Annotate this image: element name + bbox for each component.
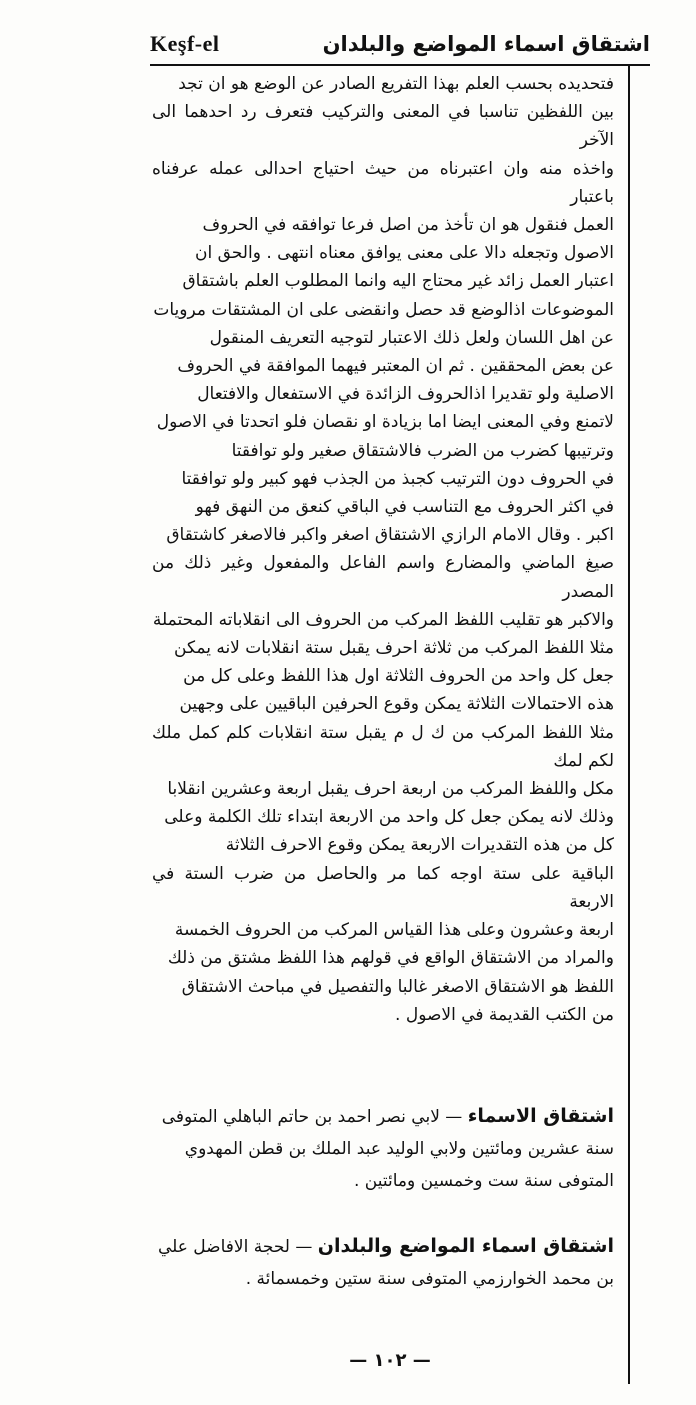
body-line: والمراد من الاشتقاق الواقع في قولهم هذا اللفظ مشتق من ذلك: [167, 948, 614, 969]
entry-text: — لابي نصر احمد بن حاتم الباهلي المتوفى سنة عشرين ومائتين ولابي الوليد عبد الملك بن قطن المهدوي المتوفى سنة ست وخمسين ومائتين .: [161, 1107, 614, 1191]
header-arabic-title: اشتقاق اسماء المواضع والبلدان: [322, 32, 650, 56]
header-rule: [150, 64, 650, 66]
body-line: الموضوعات اذالوضع قد حصل وانقضى على ان المشتقات مرويات: [153, 299, 614, 320]
body-line: العمل فنقول هو ان تأخذ من اصل فرعا توافقه في الحروف: [202, 215, 614, 236]
body-line: الاصول وتجعله دالا على معنى يوافق معناه انتهى . والحق ان: [195, 243, 614, 264]
body-line: عن بعض المحققين . ثم ان المعتبر فيهما الموافقة في الحروف: [177, 356, 614, 377]
body-line: من الكتب القديمة في الاصول .: [395, 1004, 614, 1025]
body-line: وذلك لانه يمكن جعل كل واحد من الاربعة ابتداء تلك الكلمة وعلى: [164, 807, 614, 828]
body-line: مثلا اللفظ المركب من ثلاثة احرف يقبل ستة انقلابات لانه يمكن: [174, 638, 614, 659]
entry-title: اشتقاق اسماء المواضع والبلدان: [317, 1235, 614, 1257]
body-line: الباقية على ستة اوجه كما مر والحاصل من ضرب الستة في الاربعة: [152, 863, 614, 912]
main-paragraph: [152, 70, 614, 1029]
body-line: جعل كل واحد من الحروف الثلاثة اول هذا اللفظ وعلى كل من: [183, 666, 614, 687]
body-line: وترتيبها كضرب من الضرب فالاشتقاق صغير ولو توافقتا: [231, 440, 614, 461]
body-line: بين اللفظين تناسبا في المعنى والتركيب فتعرف رد احدهما الى الآخر: [152, 102, 614, 151]
body-line: اكبر . وقال الامام الرازي الاشتقاق اصغر واكبر فالاصغر كاشتقاق: [166, 525, 614, 546]
body-line: اربعة وعشرون وعلى هذا القياس المركب من الحروف الخمسة: [174, 920, 614, 941]
body-line: لاتمنع وفي المعنى ايضا اما بزيادة او نقصان فلو اتحدتا في الاصول: [156, 412, 614, 433]
body-line: عن اهل اللسان ولعل ذلك الاعتبار لتوجيه التعريف المنقول: [209, 327, 614, 348]
entry-ishtiqaq-asma-al-mawadi: [152, 1230, 614, 1295]
body-line: والاكبر هو تقليب اللفظ المركب من الحروف الى انقلاباته المحتملة: [152, 609, 614, 630]
page-number: — ١٠٢ —: [349, 1350, 431, 1371]
body-line: هذه الاحتمالات الثلاثة يمكن وقوع الحرفين الباقيين على وجهين: [179, 694, 614, 715]
body-line: مثلا اللفظ المركب من ك ل م يقبل ستة انقلابات كلم كمل ملك لكم لمك: [152, 722, 614, 771]
header-latin-title: Keşf-el: [150, 31, 220, 56]
body-line: اعتبار العمل زائد غير محتاج اليه وانما المطلوب العلم باشتقاق: [182, 271, 614, 292]
running-header: [150, 26, 650, 62]
entry-title: اشتقاق الاسماء: [467, 1105, 614, 1127]
body-line: الاصلية ولو تقديرا اذالحروف الزائدة في الاستفعال والافتعال: [197, 384, 614, 405]
body-line: مكل واللفظ المركب من اربعة احرف يقبل اربعة وعشرين انقلابا: [167, 779, 614, 800]
body-line: في اكثر الحروف مع التناسب في الباقي كنعق من النهق فهو: [195, 497, 614, 518]
column-rule: [628, 64, 630, 1384]
body-line: اللفظ هو الاشتقاق الاصغر غالبا والتفصيل في مباحث الاشتقاق: [181, 976, 614, 997]
body-line: في الحروف دون الترتيب كجبذ من الجذب فهو كبير ولو توافقتا: [181, 468, 614, 489]
body-line: كل من هذه التقديرات الاربعة يمكن وقوع الاحرف الثلاثة: [225, 835, 614, 856]
body-line: فتحديده بحسب العلم بهذا التفريع الصادر عن الوضع هو ان تجد: [178, 74, 614, 94]
entry-text: — لحجة الافاضل علي بن محمد الخوارزمي المتوفى سنة ستين وخمسمائة .: [157, 1237, 614, 1289]
body-line: واخذه منه وان اعتبرناه من حيث احتياج احدالى عمله عرفناه باعتبار: [152, 158, 614, 207]
body-line: صيغ الماضي والمضارع واسم الفاعل والمفعول وغير ذلك من المصدر: [152, 553, 614, 602]
entry-ishtiqaq-al-asma: [152, 1100, 614, 1197]
